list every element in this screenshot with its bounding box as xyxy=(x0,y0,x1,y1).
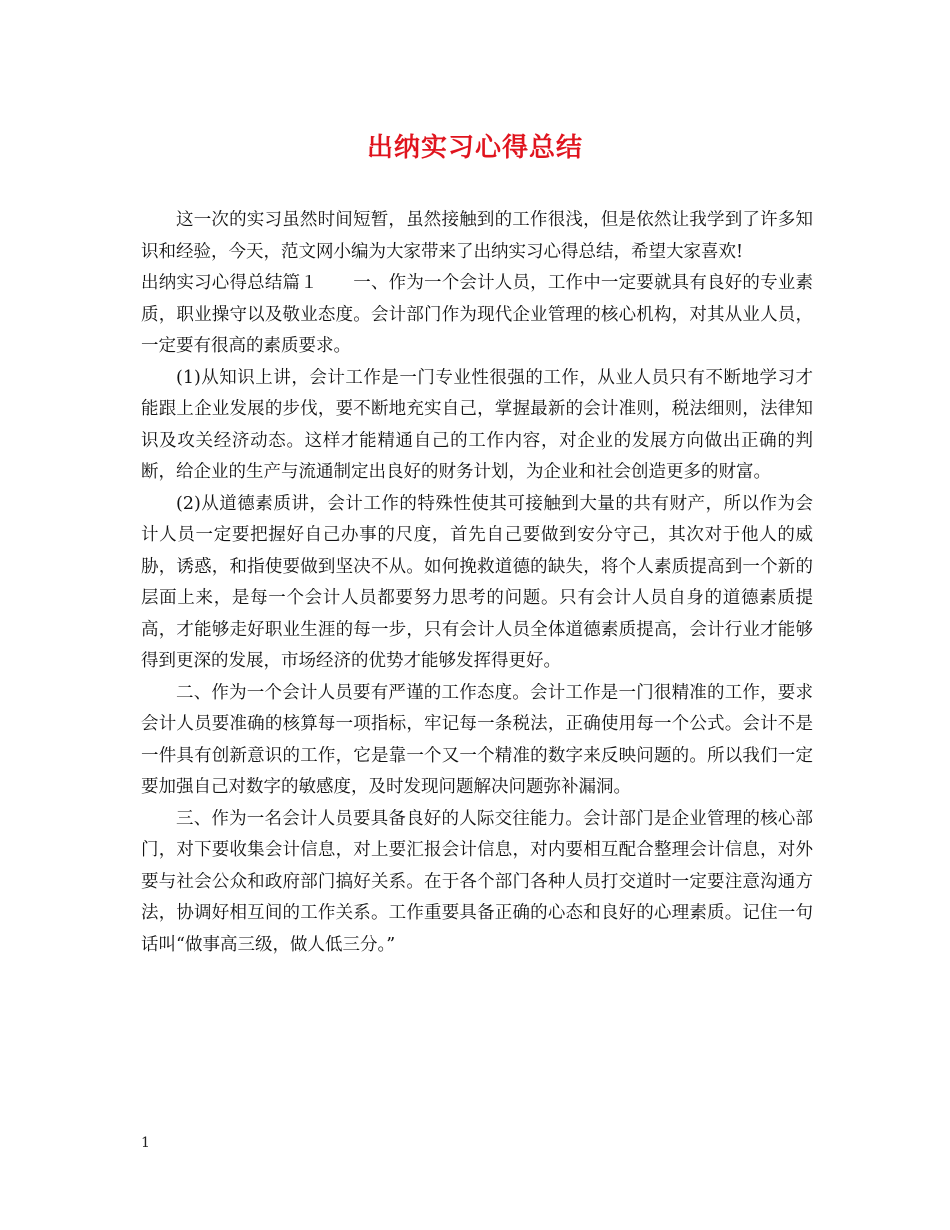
paragraph-knowledge: (1)从知识上讲，会计工作是一门专业性很强的工作，从业人员只有不断地学习才能跟上企业发展的步伐，要不断地充实自己，掌握最新的会计准则，税法细则，法律知识及攻关经济动态。这样才能精通自己的工作内容，对企业的发展方向做出正确的判断，给企业的生产与流通制定出良好的财务计划，为企业和社会创造更多的财富。 xyxy=(141,367,813,482)
paragraph-section-2: 二、作为一个会计人员要有严谨的工作态度。会计工作是一门很精准的工作，要求会计人员要准确的核算每一项指标，牢记每一条税法，正确使用每一个公式。会计不是一件具有创新意识的工作，它是靠一个又一个精准的数字来反映问题的。所以我们一定要加强自己对数字的敏感度，及时发现问题解决问题弥补漏洞。 xyxy=(141,682,813,797)
document-title: 出纳实习心得总结 xyxy=(366,133,583,163)
paragraph-intro: 这一次的实习虽然时间短暂，虽然接触到的工作很浅，但是依然让我学到了许多知识和经验，今天，范文网小编为大家带来了出纳实习心得总结，希望大家喜欢! xyxy=(141,210,813,262)
paragraph-ethics: (2)从道德素质讲，会计工作的特殊性使其可接触到大量的共有财产，所以作为会计人员一定要把握好自己办事的尺度，首先自己要做到安分守己，其次对于他人的威胁，诱惑，和指使要做到坚决不从。如何挽救道德的缺失，将个人素质提高到一个新的层面上来，是每一个会计人员都要努力思考的问题。只有会计人员自身的道德素质提高，才能够走好职业生涯的每一步，只有会计人员全体道德素质提高，会计行业才能够得到更深的发展，市场经济的优势才能够发挥得更好。 xyxy=(141,493,813,671)
document-body xyxy=(141,205,813,961)
page-number: 1 xyxy=(141,1135,150,1151)
paragraph-section-3: 三、作为一名会计人员要具备良好的人际交往能力。会计部门是企业管理的核心部门，对下要收集会计信息，对上要汇报会计信息，对内要相互配合整理会计信息，对外要与社会公众和政府部门搞好关系。在于各个部门各种人员打交道时一定要注意沟通方法，协调好相互间的工作关系。工作重要具备正确的心态和良好的心理素质。记住一句话叫“做事高三级，做人低三分。” xyxy=(141,808,813,955)
paragraph-section-1: 出纳实习心得总结篇１ 一、作为一个会计人员，工作中一定要就具有良好的专业素质，职业操守以及敬业态度。会计部门作为现代企业管理的核心机构，对其从业人员，一定要有很高的素质要求。 xyxy=(141,273,813,356)
